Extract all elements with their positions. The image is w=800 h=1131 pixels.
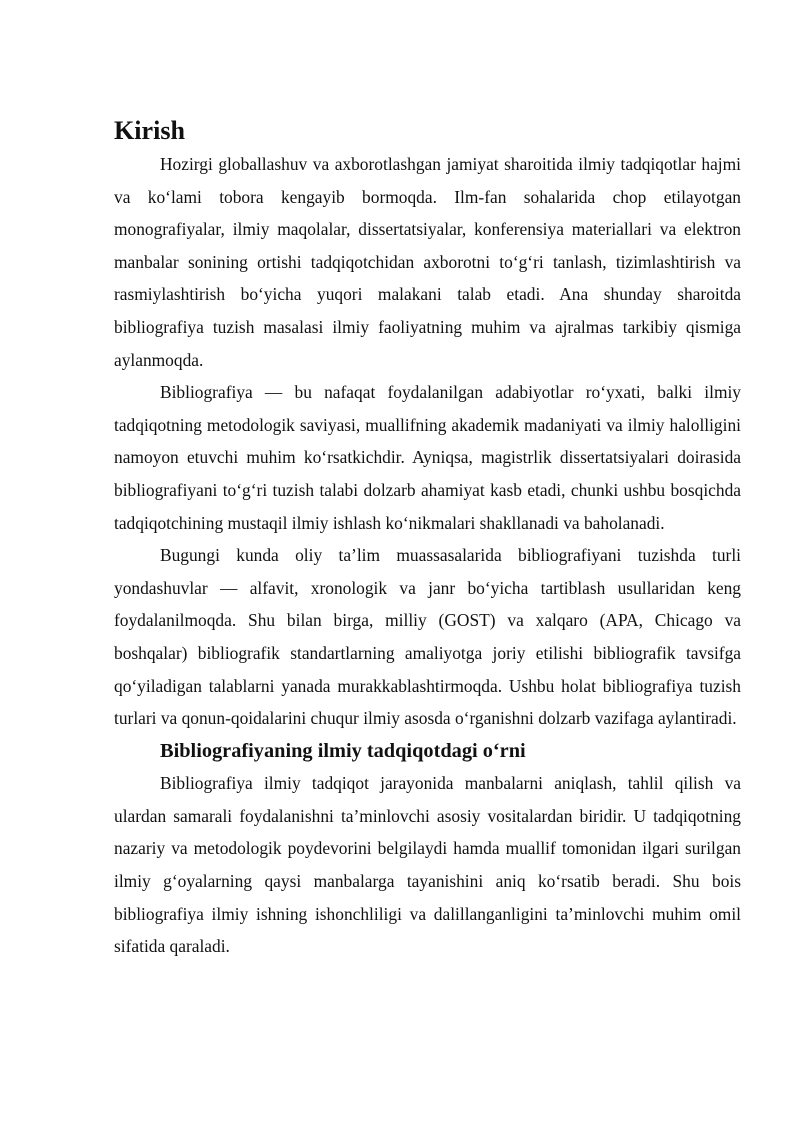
intro-paragraph-2: Bibliografiya — bu nafaqat foydalanilgan adabiyotlar ro‘yxati, balki ilmiy tadqiqotning metodologik saviyasi, muallifning akademik madaniyati va ilmiy halolligini namoyon etuvchi muhim ko‘rsatkichdir. Ayniqsa, magistrlik dissertatsiyalari doirasida bibliografiyani to‘g‘ri tuzish talabi dolzarb ahamiyat kasb etadi, chunki ushbu bosqichda tadqiqotchining mustaqil ilmiy ishlash ko‘nikmalari shakllanadi va baholanadi. [114, 382, 741, 533]
subsection-paragraph-1: Bibliografiya ilmiy tadqiqot jarayonida manbalarni aniqlash, tahlil qilish va ulardan samarali foydalanishni ta’minlovchi asosiy vositalardan biridir. U tadqiqotning nazariy va metodologik poydevorini belgilaydi hamda muallif tomonidan ilgari surilgan ilmiy g‘oyalarning qaysi manbalarga tayanishini aniq ko‘rsatib beradi. Shu bois bibliografiya ilmiy ishning ishonchliligi va dalillanganligini ta’minlovchi muhim omil sifatida qaraladi. [114, 773, 741, 957]
section-title: Kirish [114, 116, 186, 145]
intro-paragraph-1: Hozirgi globallashuv va axborotlashgan jamiyat sharoitida ilmiy tadqiqotlar hajmi va ko‘lami tobora kengayib bormoqda. Ilm-fan sohalarida chop etilayotgan monografiyalar, ilmiy maqolalar, dissertatsiyalar, konferensiya materiallari va elektron manbalar sonining ortishi tadqiqotchidan axborotni to‘g‘ri tanlash, tizimlashtirish va rasmiylashtirish bo‘yicha yuqori malakani talab etadi. Ana shunday sharoitda bibliografiya tuzish masalasi ilmiy faoliyatning muhim va ajralmas tarkibiy qismiga aylanmoqda. [114, 154, 741, 370]
subsection-title: Bibliografiyaning ilmiy tadqiqotdagi o‘rni [160, 739, 526, 762]
intro-paragraph-3: Bugungi kunda oliy ta’lim muassasalarida bibliografiyani tuzishda turli yondashuvlar — alfavit, xronologik va janr bo‘yicha tartiblash usullaridan keng foydalanilmoqda. Shu bilan birga, milliy (GOST) va xalqaro (APA, Chicago va boshqalar) bibliografik standartlarning amaliyotga joriy etilishi bibliografik tavsifga qo‘yiladigan talablarni yanada murakkablashtirmoqda. Ushbu holat bibliografiya tuzish turlari va qonun-qoidalarini chuqur ilmiy asosda o‘rganishni dolzarb vazifaga aylantiradi. [114, 545, 741, 729]
document-page [114, 118, 741, 963]
